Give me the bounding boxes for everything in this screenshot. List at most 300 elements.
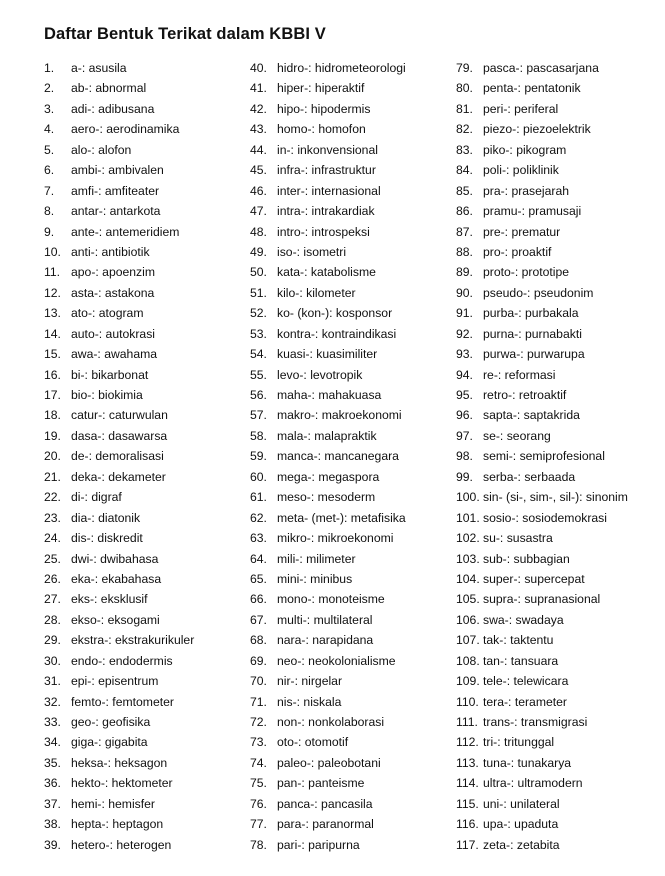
- bound-form-entry: uni-: unilateral: [483, 796, 560, 811]
- item-number: 1.: [44, 61, 55, 75]
- bound-form-entry: sapta-: saptakrida: [483, 408, 580, 423]
- bound-form-entry: paleo-: paleobotani: [277, 755, 381, 770]
- bound-form-entry: iso-: isometri: [277, 244, 347, 259]
- bound-form-entry: infra-: infrastruktur: [277, 163, 376, 178]
- list-item: [456, 773, 628, 793]
- bound-form-entry: ante-: antemeridiem: [71, 224, 180, 239]
- item-number: 19.: [44, 428, 61, 443]
- list-item: [456, 324, 628, 344]
- bound-form-entry: amfi-: amfiteater: [71, 183, 160, 198]
- bound-form-entry: a-: asusila: [71, 61, 127, 75]
- bound-form-entry: de-: demoralisasi: [71, 449, 164, 464]
- item-number: 20.: [44, 449, 61, 464]
- bound-form-entry: awa-: awahama: [71, 347, 158, 362]
- bound-form-entry: in-: inkonvensional: [277, 142, 378, 157]
- list-item: [44, 549, 194, 569]
- item-number: 25.: [44, 551, 61, 566]
- bound-form-entry: dis-: diskredit: [71, 531, 143, 546]
- list-item: [250, 303, 406, 323]
- list-item: [456, 222, 628, 242]
- item-number: 37.: [44, 796, 61, 811]
- bound-form-entry: hekto-: hektometer: [71, 776, 173, 791]
- item-number: 27.: [44, 592, 61, 607]
- list-item: [250, 181, 406, 201]
- item-number: 51.: [250, 285, 267, 300]
- item-number: 76.: [250, 796, 267, 811]
- bound-form-entry: nir-: nirgelar: [277, 674, 343, 689]
- item-number: 74.: [250, 755, 267, 770]
- item-number: 103.: [456, 551, 480, 566]
- bound-form-entry: maha-: mahakuasa: [277, 388, 382, 402]
- item-number: 46.: [250, 183, 267, 198]
- item-number: 44.: [250, 142, 267, 157]
- bound-form-entry: deka-: dekameter: [71, 469, 166, 484]
- item-number: 57.: [250, 408, 267, 423]
- item-number: 26.: [44, 571, 61, 586]
- list-item: [44, 569, 194, 589]
- bound-form-entry: auto-: autokrasi: [71, 326, 156, 341]
- item-number: 79.: [456, 61, 473, 75]
- list-item: [44, 181, 194, 201]
- bound-form-entry: ekstra-: ekstrakurikuler: [71, 633, 195, 648]
- bound-form-entry: femto-: femtometer: [71, 694, 174, 709]
- list-item: [250, 630, 406, 650]
- item-number: 101.: [456, 510, 480, 525]
- list-item: [250, 365, 406, 385]
- item-number: 59.: [250, 449, 267, 464]
- item-number: 50.: [250, 265, 267, 280]
- bound-form-entry: tri-: tritunggal: [483, 735, 555, 750]
- item-number: 99.: [456, 469, 473, 484]
- item-number: 55.: [250, 367, 267, 382]
- item-number: 38.: [44, 817, 61, 832]
- item-number: 78.: [250, 837, 267, 852]
- item-number: 33.: [44, 715, 61, 729]
- list-item: [250, 467, 406, 487]
- bound-form-entry: purba-: purbakala: [483, 306, 579, 321]
- bound-form-entry: sosio-: sosiodemokrasi: [483, 510, 607, 525]
- bound-form-entry: hidro-: hidrometeorologi: [277, 61, 406, 75]
- bound-form-entry: supra-: supranasional: [483, 592, 601, 607]
- item-number: 15.: [44, 347, 61, 362]
- bound-form-entry: ko- (kon-): kosponsor: [277, 306, 393, 321]
- list-item: [250, 610, 406, 630]
- item-number: 17.: [44, 388, 61, 402]
- bound-form-entry: re-: reformasi: [483, 367, 556, 382]
- item-number: 48.: [250, 224, 267, 239]
- bound-form-entry: panca-: pancasila: [277, 796, 373, 811]
- bound-form-entry: aero-: aerodinamika: [71, 122, 180, 137]
- list-item: [456, 753, 628, 773]
- list-item: [44, 528, 194, 548]
- list-item: [44, 344, 194, 364]
- list-item: [456, 487, 628, 507]
- item-number: 30.: [44, 653, 61, 668]
- item-number: 24.: [44, 531, 61, 546]
- bound-form-entry: dasa-: dasawarsa: [71, 428, 168, 443]
- list-item: [456, 651, 628, 671]
- list-item: [456, 692, 628, 712]
- item-number: 87.: [456, 224, 473, 239]
- bound-form-entry: intra-: intrakardiak: [277, 204, 375, 219]
- item-number: 91.: [456, 306, 473, 321]
- list-item: [250, 405, 406, 425]
- list-item: [250, 569, 406, 589]
- bound-form-entry: giga-: gigabita: [71, 735, 148, 750]
- bound-form-entry: nara-: narapidana: [277, 633, 374, 648]
- list-item: [44, 385, 194, 405]
- item-number: 85.: [456, 183, 473, 198]
- item-number: 21.: [44, 469, 61, 484]
- bound-form-entry: heksa-: heksagon: [71, 755, 168, 770]
- list-column-2: [250, 58, 406, 855]
- bound-form-entry: kata-: katabolisme: [277, 265, 376, 280]
- bound-form-entry: levo-: levotropik: [277, 367, 363, 382]
- bound-form-entry: bi-: bikarbonat: [71, 367, 149, 382]
- item-number: 34.: [44, 735, 61, 750]
- list-item: [250, 119, 406, 139]
- list-item: [456, 140, 628, 160]
- item-number: 94.: [456, 367, 473, 382]
- item-number: 10.: [44, 244, 61, 259]
- list-item: [44, 140, 194, 160]
- item-number: 68.: [250, 633, 267, 648]
- list-item: [44, 630, 194, 650]
- list-item: [456, 426, 628, 446]
- item-number: 53.: [250, 326, 267, 341]
- bound-form-entry: super-: supercepat: [483, 571, 585, 586]
- list-item: [456, 814, 628, 834]
- list-item: [456, 610, 628, 630]
- item-number: 82.: [456, 122, 473, 137]
- bound-form-entry: endo-: endodermis: [71, 653, 173, 668]
- bound-form-entry: ambi-: ambivalen: [71, 163, 164, 178]
- list-item: [44, 692, 194, 712]
- bound-form-entry: epi-: episentrum: [71, 674, 159, 689]
- bound-form-entry: tak-: taktentu: [483, 633, 554, 648]
- item-number: 106.: [456, 612, 480, 627]
- list-item: [456, 589, 628, 609]
- list-item: [44, 671, 194, 691]
- item-number: 89.: [456, 265, 473, 280]
- item-number: 102.: [456, 531, 480, 546]
- bound-form-entry: asta-: astakona: [71, 285, 155, 300]
- bound-form-entry: antar-: antarkota: [71, 204, 161, 219]
- list-item: [250, 794, 406, 814]
- list-item: [44, 222, 194, 242]
- item-number: 41.: [250, 81, 267, 96]
- list-item: [44, 119, 194, 139]
- list-item: [250, 344, 406, 364]
- bound-form-entry: bio-: biokimia: [71, 388, 143, 402]
- item-number: 18.: [44, 408, 61, 423]
- list-item: [44, 610, 194, 630]
- item-number: 97.: [456, 428, 473, 443]
- bound-form-entry: ekso-: eksogami: [71, 612, 160, 627]
- bound-form-entry: pre-: prematur: [483, 224, 561, 239]
- bound-form-entry: mili-: milimeter: [277, 551, 356, 566]
- list-item: [250, 732, 406, 752]
- bound-form-entry: oto-: otomotif: [277, 735, 349, 750]
- bound-form-entry: meta- (met-): metafisika: [277, 510, 406, 525]
- item-number: 77.: [250, 817, 267, 832]
- bound-form-entry: pseudo-: pseudonim: [483, 285, 594, 300]
- list-item: [456, 446, 628, 466]
- list-item: [456, 119, 628, 139]
- item-number: 116.: [456, 817, 479, 832]
- list-item: [250, 242, 406, 262]
- list-item: [44, 794, 194, 814]
- item-number: 104.: [456, 571, 480, 586]
- list-item: [44, 589, 194, 609]
- list-item: [456, 160, 628, 180]
- bound-form-entry: semi-: semiprofesional: [483, 449, 605, 464]
- bound-form-entry: alo-: alofon: [71, 142, 132, 157]
- item-number: 29.: [44, 633, 61, 648]
- bound-form-entry: trans-: transmigrasi: [483, 715, 588, 729]
- page-title: Daftar Bentuk Terikat dalam KBBI V: [44, 25, 326, 43]
- bound-form-entry: neo-: neokolonialisme: [277, 653, 396, 668]
- item-number: 109.: [456, 674, 480, 689]
- bound-form-entry: se-: seorang: [483, 428, 551, 443]
- list-item: [44, 78, 194, 98]
- item-number: 8.: [44, 204, 55, 219]
- item-number: 107.: [456, 633, 480, 648]
- list-item: [456, 569, 628, 589]
- item-number: 75.: [250, 776, 267, 791]
- list-item: [44, 283, 194, 303]
- item-number: 98.: [456, 449, 473, 464]
- list-item: [44, 487, 194, 507]
- list-item: [250, 283, 406, 303]
- bound-form-entry: di-: digraf: [71, 490, 122, 505]
- bound-form-entry: sin- (si-, sim-, sil-): sinonim: [483, 490, 628, 505]
- bound-form-entry: piezo-: piezoelektrik: [483, 122, 591, 137]
- bound-form-entry: retro-: retroaktif: [483, 388, 567, 402]
- bound-form-entry: tera-: terameter: [483, 694, 567, 709]
- item-number: 35.: [44, 755, 61, 770]
- bound-form-entry: kuasi-: kuasimiliter: [277, 347, 378, 362]
- item-number: 2.: [44, 81, 55, 96]
- list-item: [250, 78, 406, 98]
- list-item: [250, 814, 406, 834]
- bound-form-entry: pro-: proaktif: [483, 244, 552, 259]
- bound-form-entry: sub-: subbagian: [483, 551, 570, 566]
- item-number: 65.: [250, 571, 267, 586]
- list-item: [250, 773, 406, 793]
- list-item: [250, 99, 406, 119]
- list-item: [44, 814, 194, 834]
- list-item: [456, 405, 628, 425]
- list-item: [44, 732, 194, 752]
- bound-form-entry: hiper-: hiperaktif: [277, 81, 365, 96]
- list-item: [456, 201, 628, 221]
- item-number: 66.: [250, 592, 267, 607]
- item-number: 56.: [250, 388, 267, 402]
- bound-form-entry: mega-: megaspora: [277, 469, 380, 484]
- item-number: 58.: [250, 428, 267, 443]
- bound-form-entry: hipo-: hipodermis: [277, 101, 371, 116]
- item-number: 72.: [250, 715, 267, 729]
- bound-form-entry: adi-: adibusana: [71, 101, 155, 116]
- bound-form-entry: dia-: diatonik: [71, 510, 141, 525]
- list-item: [250, 262, 406, 282]
- list-item: [250, 487, 406, 507]
- list-item: [250, 324, 406, 344]
- bound-form-entry: kilo-: kilometer: [277, 285, 356, 300]
- bound-form-entry: meso-: mesoderm: [277, 490, 376, 505]
- bound-form-entry: ato-: atogram: [71, 306, 144, 321]
- item-number: 43.: [250, 122, 267, 137]
- bound-form-entry: para-: paranormal: [277, 817, 374, 832]
- bound-form-entry: pari-: paripurna: [277, 837, 360, 852]
- list-item: [44, 467, 194, 487]
- list-item: [456, 365, 628, 385]
- bound-form-entry: mikro-: mikroekonomi: [277, 531, 394, 546]
- bound-form-entry: catur-: caturwulan: [71, 408, 168, 423]
- list-item: [44, 58, 194, 78]
- bound-form-entry: poli-: poliklinik: [483, 163, 559, 178]
- bound-form-entry: piko-: pikogram: [483, 142, 567, 157]
- bound-form-entry: hetero-: heterogen: [71, 837, 172, 852]
- list-item: [250, 835, 406, 855]
- item-number: 40.: [250, 61, 267, 75]
- list-item: [44, 426, 194, 446]
- item-number: 111.: [456, 715, 478, 729]
- list-item: [44, 262, 194, 282]
- item-number: 5.: [44, 142, 55, 157]
- list-item: [44, 405, 194, 425]
- item-number: 100.: [456, 490, 480, 505]
- list-item: [250, 549, 406, 569]
- item-number: 7.: [44, 183, 55, 198]
- bound-form-entry: upa-: upaduta: [483, 817, 559, 832]
- list-item: [250, 160, 406, 180]
- bound-form-entry: zeta-: zetabita: [483, 837, 560, 852]
- bound-form-entry: nis-: niskala: [277, 694, 342, 709]
- bound-form-entry: non-: nonkolaborasi: [277, 715, 385, 729]
- item-number: 61.: [250, 490, 267, 505]
- list-item: [456, 262, 628, 282]
- list-item: [44, 365, 194, 385]
- list-item: [44, 835, 194, 855]
- list-item: [456, 58, 628, 78]
- list-item: [250, 712, 406, 732]
- list-item: [44, 651, 194, 671]
- bound-form-entry: hepta-: heptagon: [71, 817, 164, 832]
- list-item: [456, 385, 628, 405]
- bound-form-entry: ultra-: ultramodern: [483, 776, 583, 791]
- bound-form-entry: ab-: abnormal: [71, 81, 147, 96]
- bound-form-entry: purwa-: purwarupa: [483, 347, 585, 362]
- list-item: [456, 283, 628, 303]
- bound-form-entry: purna-: purnabakti: [483, 326, 582, 341]
- list-item: [456, 78, 628, 98]
- list-item: [250, 753, 406, 773]
- item-number: 12.: [44, 285, 61, 300]
- bound-form-entry: swa-: swadaya: [483, 612, 564, 627]
- item-number: 54.: [250, 347, 267, 362]
- item-number: 93.: [456, 347, 473, 362]
- item-number: 47.: [250, 204, 267, 219]
- item-number: 73.: [250, 735, 267, 750]
- item-number: 23.: [44, 510, 61, 525]
- bound-form-entry: dwi-: dwibahasa: [71, 551, 159, 566]
- item-number: 6.: [44, 163, 55, 178]
- list-item: [456, 528, 628, 548]
- bound-form-entry: intro-: introspeksi: [277, 224, 370, 239]
- list-item: [456, 835, 628, 855]
- list-item: [250, 446, 406, 466]
- list-item: [44, 753, 194, 773]
- item-number: 105.: [456, 592, 480, 607]
- item-number: 113.: [456, 755, 479, 770]
- item-number: 115.: [456, 796, 479, 811]
- item-number: 117.: [456, 837, 479, 852]
- item-number: 63.: [250, 531, 267, 546]
- item-number: 13.: [44, 306, 61, 321]
- bound-form-entry: multi-: multilateral: [277, 612, 373, 627]
- bound-form-entry: tuna-: tunakarya: [483, 755, 572, 770]
- list-item: [250, 671, 406, 691]
- list-item: [44, 773, 194, 793]
- bound-form-entry: tan-: tansuara: [483, 653, 559, 668]
- list-item: [250, 589, 406, 609]
- list-item: [44, 160, 194, 180]
- item-number: 4.: [44, 122, 55, 137]
- item-number: 81.: [456, 101, 473, 116]
- list-item: [456, 712, 628, 732]
- list-item: [456, 794, 628, 814]
- item-number: 86.: [456, 204, 473, 219]
- item-number: 95.: [456, 388, 473, 402]
- item-number: 3.: [44, 101, 55, 116]
- bound-form-entry: tele-: telewicara: [483, 674, 569, 689]
- bound-form-entry: pra-: prasejarah: [483, 183, 570, 198]
- list-item: [250, 508, 406, 528]
- item-number: 52.: [250, 306, 267, 321]
- bound-form-entry: su-: susastra: [483, 531, 553, 546]
- item-number: 80.: [456, 81, 473, 96]
- list-item: [250, 426, 406, 446]
- bound-form-entry: serba-: serbaada: [483, 469, 576, 484]
- bound-form-entry: hemi-: hemisfer: [71, 796, 155, 811]
- item-number: 71.: [250, 694, 267, 709]
- list-item: [44, 446, 194, 466]
- list-item: [456, 242, 628, 262]
- bound-form-entry: geo-: geofisika: [71, 715, 151, 729]
- list-item: [456, 467, 628, 487]
- list-item: [250, 58, 406, 78]
- item-number: 16.: [44, 367, 61, 382]
- item-number: 36.: [44, 776, 61, 791]
- item-number: 39.: [44, 837, 61, 852]
- item-number: 69.: [250, 653, 267, 668]
- bound-form-entry: pan-: panteisme: [277, 776, 365, 791]
- bound-form-entry: makro-: makroekonomi: [277, 408, 402, 423]
- bound-form-entry: peri-: periferal: [483, 101, 559, 116]
- bound-form-entry: pasca-: pascasarjana: [483, 61, 599, 75]
- list-item: [44, 324, 194, 344]
- item-number: 88.: [456, 244, 473, 259]
- bound-form-entry: mono-: monoteisme: [277, 592, 385, 607]
- bound-form-entry: penta-: pentatonik: [483, 81, 581, 96]
- list-column-1: [44, 58, 194, 855]
- list-item: [44, 99, 194, 119]
- bound-form-entry: eka-: ekabahasa: [71, 571, 162, 586]
- list-item: [44, 242, 194, 262]
- list-item: [456, 732, 628, 752]
